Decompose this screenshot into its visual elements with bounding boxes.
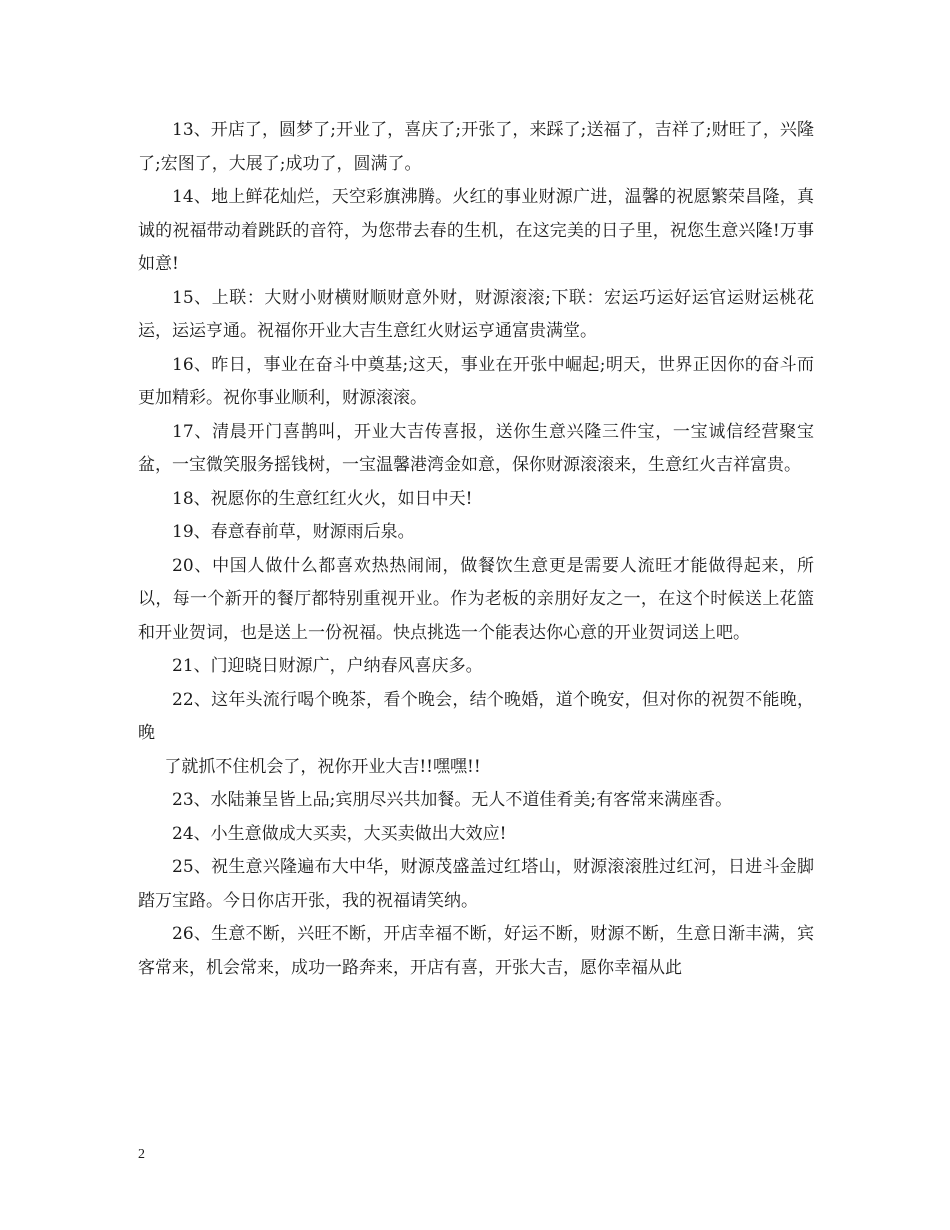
paragraph-19: 19、春意春前草，财源雨后泉。 — [172, 522, 415, 542]
paragraph-13: 13、开店了，圆梦了;开业了，喜庆了;开张了，来踩了;送福了，吉祥了;财旺了，兴隆了;宏图了，大展了;成功了，圆满了。 — [138, 120, 814, 174]
paragraph-23: 23、水陆兼呈皆上品;宾朋尽兴共加餐。无人不道佳肴美;有客常来满座香。 — [172, 790, 733, 810]
paragraph-25: 25、祝生意兴隆遍布大中华，财源茂盛盖过红塔山，财源滚滚胜过红河，日进斗金脚踏万宝路。今日你店开张，我的祝福请笑纳。 — [138, 857, 814, 911]
paragraph-15: 15、上联：大财小财横财顺财意外财，财源滚滚;下联：宏运巧运好运官运财运桃花运，运运亨通。祝福你开业大吉生意红火财运亨通富贵满堂。 — [138, 287, 814, 341]
paragraph-21: 21、门迎晓日财源广，户纳春风喜庆多。 — [172, 656, 483, 676]
page-number: 2 — [138, 1147, 145, 1162]
paragraph-20: 20、中国人做什么都喜欢热热闹闹，做餐饮生意更是需要人流旺才能做得起来，所以，每一个新开的餐厅都特别重视开业。作为老板的亲朋好友之一，在这个时候送上花篮和开业贺词，也是送上一份祝福。快点挑选一个能表达你心意的开业贺词送上吧。 — [138, 555, 814, 643]
paragraph-17: 17、清晨开门喜鹊叫，开业大吉传喜报，送你生意兴隆三件宝，一宝诚信经营聚宝盆，一宝微笑服务摇钱树，一宝温馨港湾金如意，保你财源滚滚来，生意红火吉祥富贵。 — [138, 421, 814, 475]
paragraph-22: 22、这年头流行喝个晚茶，看个晚会，结个晚婚，道个晚安，但对你的祝贺不能晚，晚 — [138, 689, 814, 743]
paragraph-24: 24、小生意做成大买卖，大买卖做出大效应! — [172, 823, 507, 844]
document-body — [138, 114, 814, 985]
paragraph-16: 16、昨日，事业在奋斗中奠基;这天，事业在开张中崛起;明天，世界正因你的奋斗而更加精彩。祝你事业顺利，财源滚滚。 — [138, 354, 814, 408]
paragraph-14: 14、地上鲜花灿烂，天空彩旗沸腾。火红的事业财源广进，温馨的祝愿繁荣昌隆，真诚的祝福带动着跳跃的音符，为您带去春的生机，在这完美的日子里，祝您生意兴隆!万事如意! — [138, 187, 814, 274]
paragraph-26: 26、生意不断，兴旺不断，开店幸福不断，好运不断，财源不断，生意日渐丰满，宾客常来，机会常来，成功一路奔来，开店有喜，开张大吉，愿你幸福从此 — [138, 924, 814, 978]
paragraph-22-continued: 了就抓不住机会了，祝你开业大吉!!嘿嘿!! — [164, 756, 481, 777]
paragraph-18: 18、祝愿你的生意红红火火，如日中天! — [172, 488, 473, 509]
